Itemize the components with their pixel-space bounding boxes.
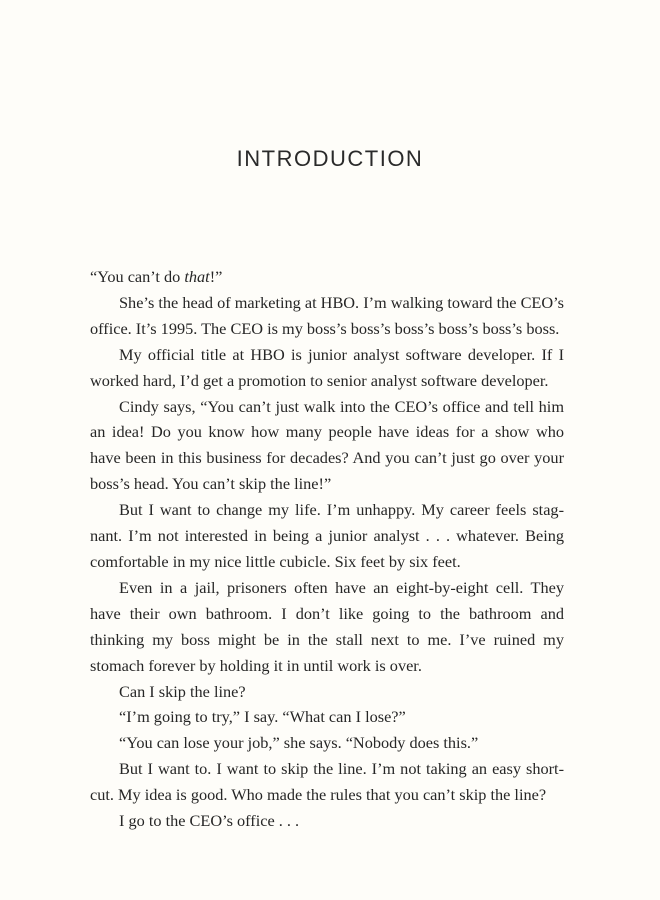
- paragraph-5: But I want to change my life. I’m unhappy. My career feels stagnant. I’m not interested in being a junior analyst . . . whatever. Being comfortable in my nice little cubicle. Six feet by six feet.: [90, 500, 564, 571]
- paragraph-1-close: !”: [209, 267, 223, 286]
- paragraph-8: “I’m going to try,” I say. “What can I lose?”: [119, 707, 406, 727]
- paragraph-1-open: “You can’t do: [90, 267, 185, 286]
- paragraph-9: “You can lose your job,” she says. “Nobody does this.”: [119, 733, 479, 753]
- paragraph-1-emphasis: that: [184, 267, 210, 286]
- chapter-title: INTRODUCTION: [236, 146, 424, 171]
- paragraph-11: I go to the CEO’s office . . .: [119, 811, 300, 831]
- paragraph-10: But I want to. I want to skip the line. I’m not taking an easy shortcut. My idea is good. Who made the rules that you can’t skip the line?: [90, 759, 564, 805]
- chapter-body: [90, 264, 564, 834]
- paragraph-2: She’s the head of marketing at HBO. I’m walking toward the CEO’s office. It’s 1995. The CEO is my boss’s boss’s boss’s boss’s boss’s boss.: [90, 292, 564, 338]
- paragraph-1: [90, 264, 564, 290]
- paragraph-3: My official title at HBO is junior analyst software developer. If I worked hard, I’d get a promotion to senior analyst software developer.: [90, 344, 564, 390]
- paragraph-7: Can I skip the line?: [119, 681, 246, 701]
- paragraph-4: Cindy says, “You can’t just walk into the CEO’s office and tell him an idea! Do you know how many people have ideas for a show who have been in this business for decades? And you can’t just go over your boss’s head. You can’t skip the line!”: [90, 396, 564, 494]
- paragraph-6: Even in a jail, prisoners often have an eight-by-eight cell. They have their own bathroom. I don’t like going to the bathroom and thinking my boss might be in the stall next to me. I’ve ruined my stomach forever by holding it in until work is over.: [90, 577, 564, 675]
